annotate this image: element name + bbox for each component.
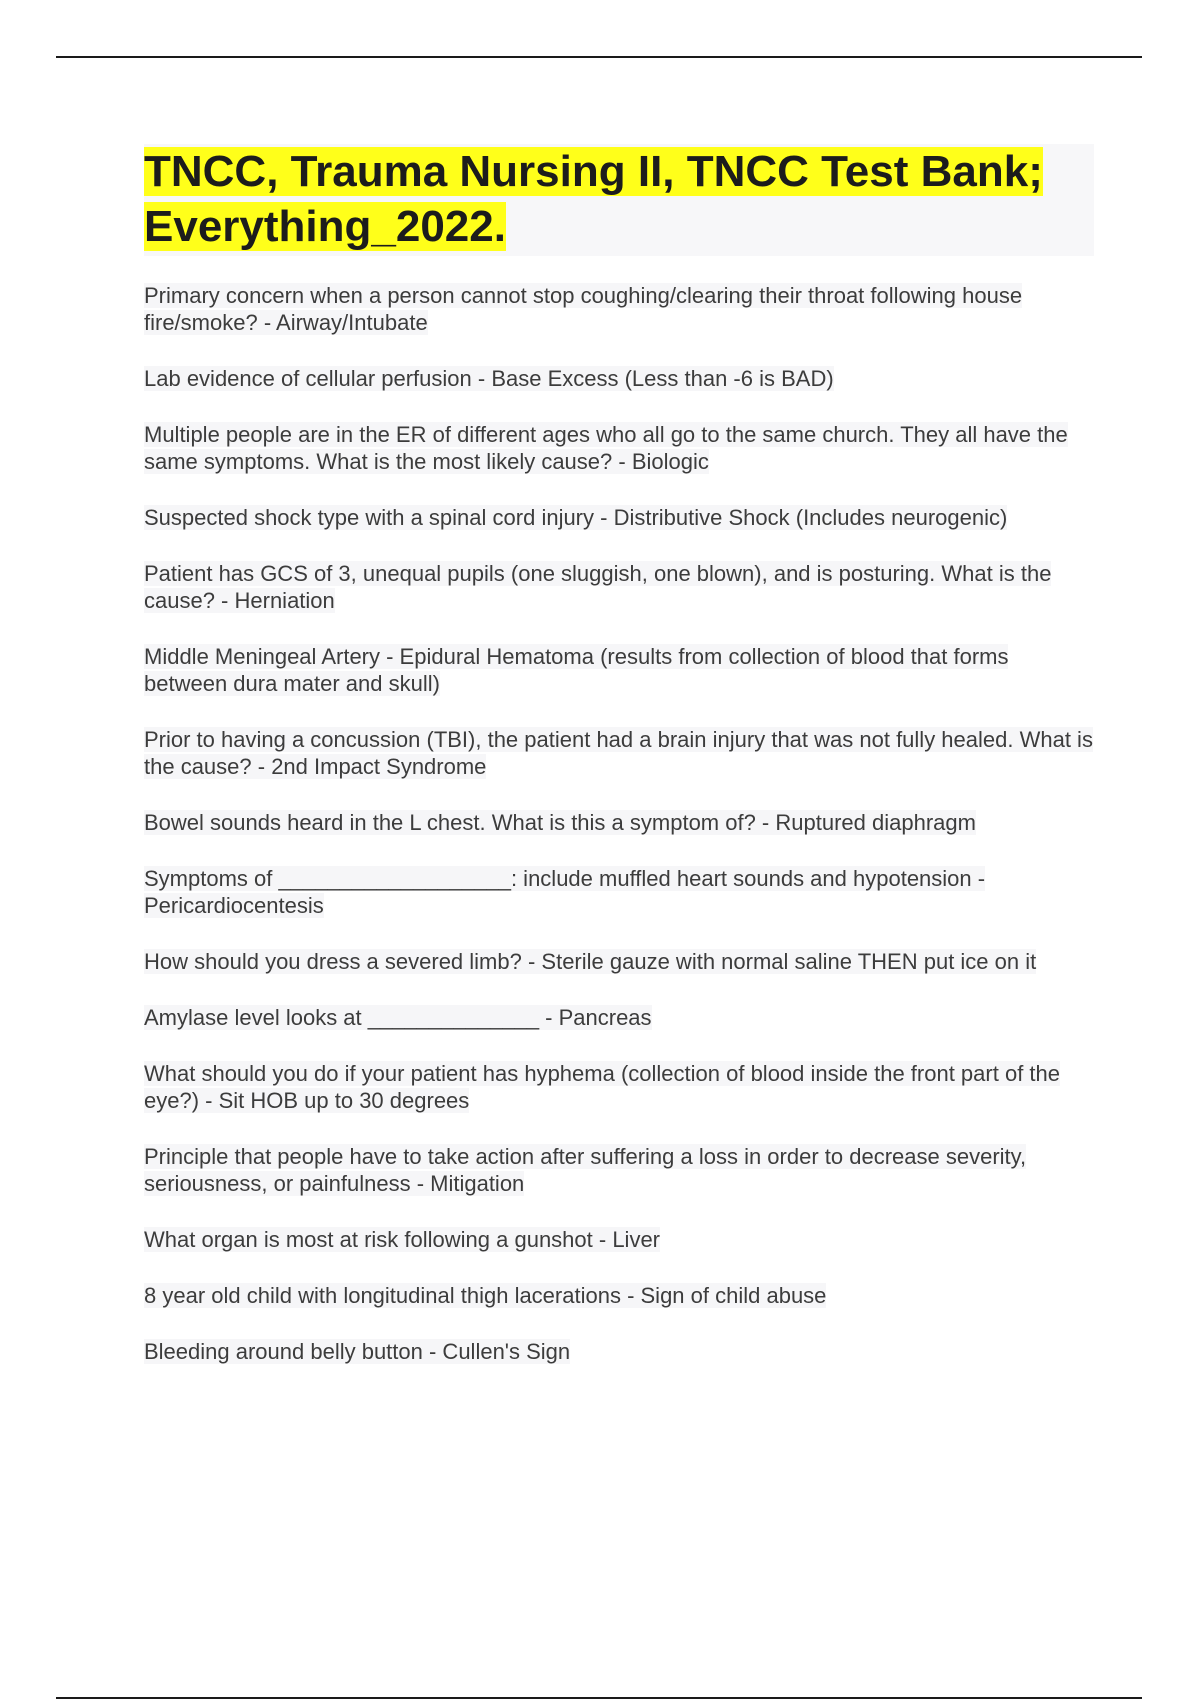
qa-item [144,948,1094,975]
qa-item [144,1004,1094,1031]
qa-item [144,1060,1094,1114]
qa-item [144,1226,1094,1253]
title-block [144,144,1094,256]
qa-text: What organ is most at risk following a gunshot - Liver [144,1227,661,1252]
qa-item [144,1282,1094,1309]
bottom-rule [56,1697,1142,1699]
qa-text: Principle that people have to take action after suffering a loss in order to decrease severity, seriousness, or painfulness - Mitigation [144,1144,1027,1196]
qa-item [144,560,1094,614]
qa-list [144,282,1094,1394]
qa-item [144,421,1094,475]
qa-text: Middle Meningeal Artery - Epidural Hematoma (results from collection of blood that forms between dura mater and skull) [144,644,1009,696]
qa-text: Bowel sounds heard in the L chest. What is this a symptom of? - Ruptured diaphragm [144,810,976,835]
qa-text: Amylase level looks at ______________ - Pancreas [144,1005,652,1030]
qa-text: Multiple people are in the ER of different ages who all go to the same church. They all have the same symptoms. What is the most likely cause? - Biologic [144,422,1068,474]
qa-text: Suspected shock type with a spinal cord injury - Distributive Shock (Includes neurogenic) [144,505,1008,530]
qa-item [144,1143,1094,1197]
qa-text: How should you dress a severed limb? - Sterile gauze with normal saline THEN put ice on it [144,949,1037,974]
qa-item [144,726,1094,780]
qa-text: Patient has GCS of 3, unequal pupils (one sluggish, one blown), and is posturing. What is the cause? - Herniation [144,561,1052,613]
title-highlight: TNCC, Trauma Nursing II, TNCC Test Bank; Everything_2022. [144,147,1043,251]
qa-item [144,865,1094,919]
qa-item [144,282,1094,336]
qa-text: What should you do if your patient has hyphema (collection of blood inside the front part of the eye?) - Sit HOB up to 30 degrees [144,1061,1060,1113]
qa-item [144,504,1094,531]
qa-item [144,1338,1094,1365]
qa-text: Prior to having a concussion (TBI), the patient had a brain injury that was not fully healed. What is the cause? - 2nd Impact Syndrome [144,727,1093,779]
document-title [144,144,1094,254]
qa-text: Bleeding around belly button - Cullen's Sign [144,1339,571,1364]
qa-text: Primary concern when a person cannot stop coughing/clearing their throat following house fire/smoke? - Airway/Intubate [144,283,1023,335]
qa-text: 8 year old child with longitudinal thigh lacerations - Sign of child abuse [144,1283,827,1308]
qa-item [144,643,1094,697]
qa-item [144,365,1094,392]
qa-text: Symptoms of ___________________: include muffled heart sounds and hypotension - Pericardiocentesis [144,866,986,918]
qa-text: Lab evidence of cellular perfusion - Base Excess (Less than -6 is BAD) [144,366,834,391]
top-rule [56,56,1142,58]
qa-item [144,809,1094,836]
